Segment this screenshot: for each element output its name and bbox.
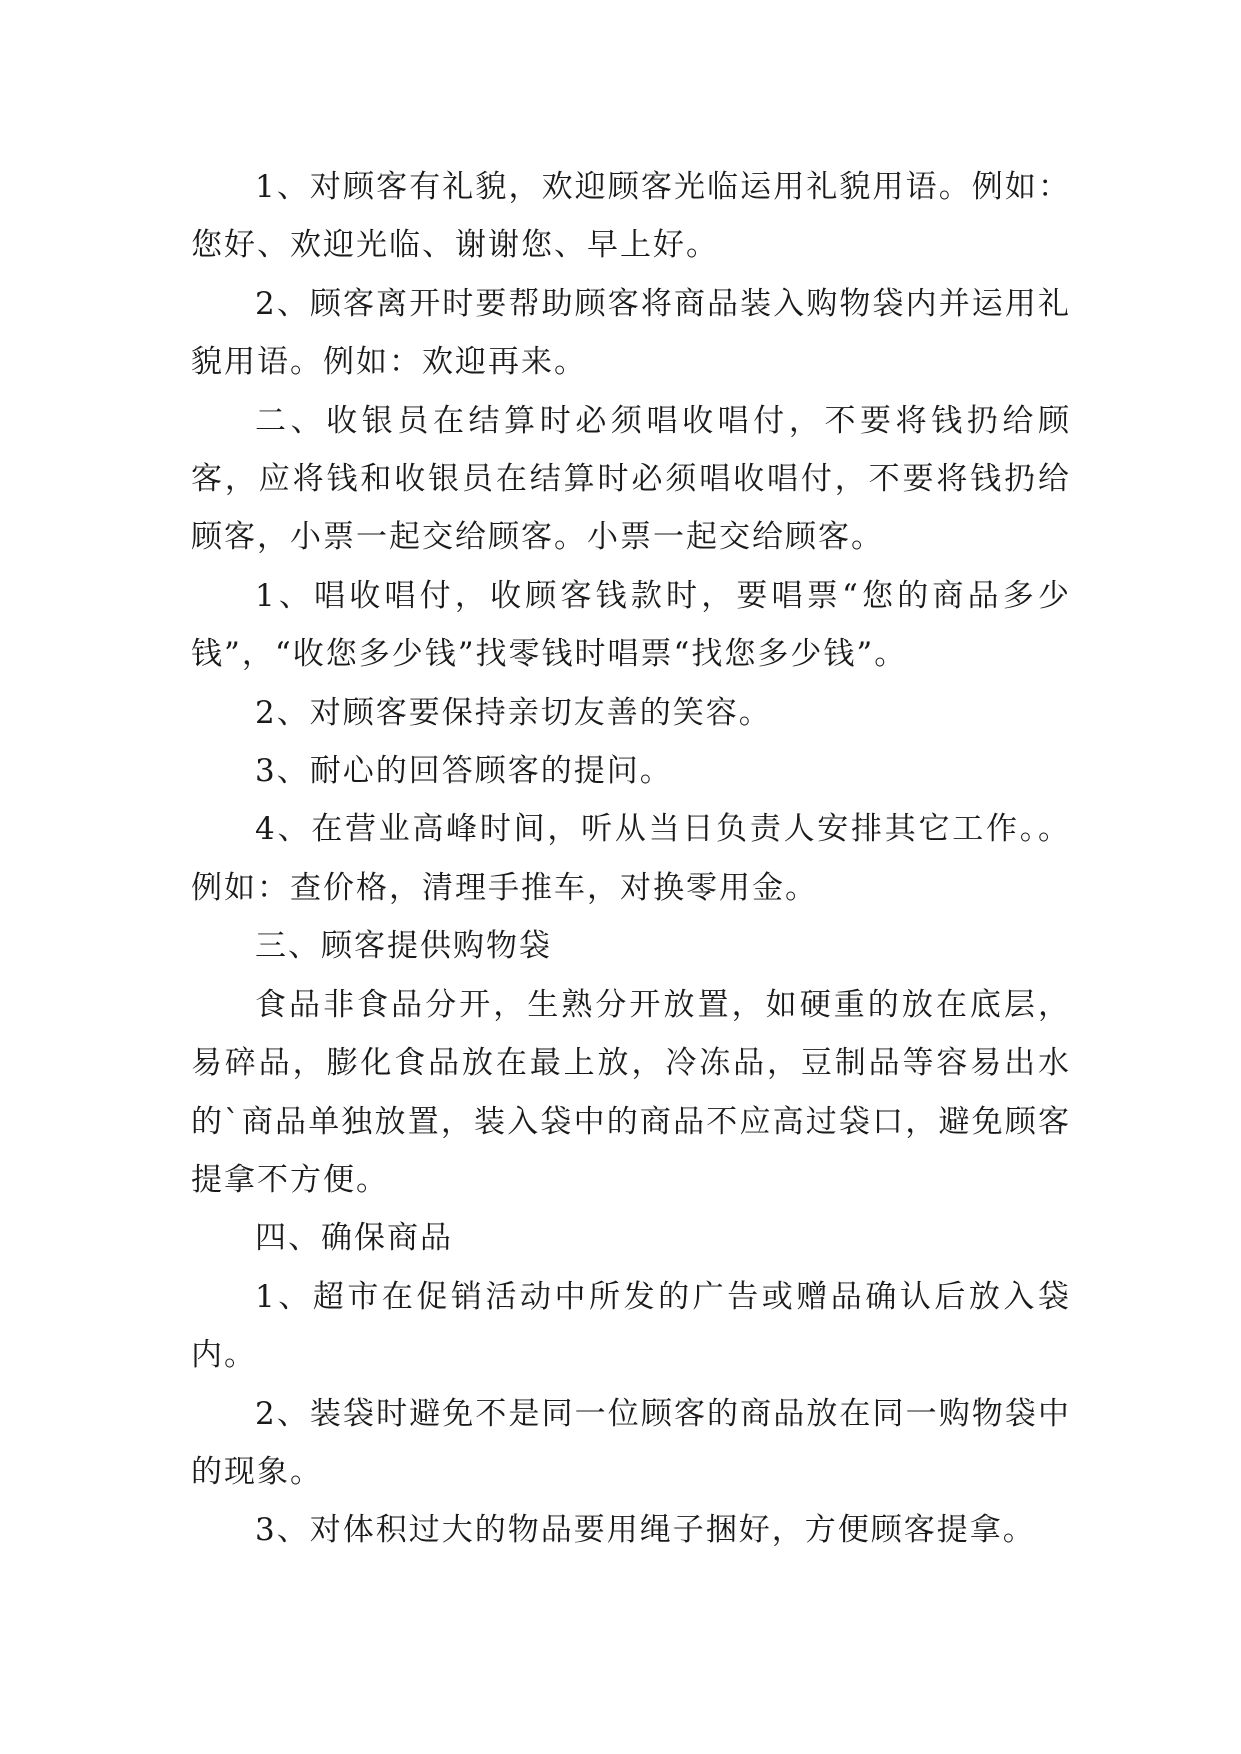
paragraph: 3、耐心的回答顾客的提问。 <box>255 753 673 790</box>
section-heading: 四、确保商品 <box>255 1220 453 1257</box>
paragraph: 4、在营业高峰时间，听从当日负责人安排其它工作。。例如：查价格，清理手推车，对换零用金。 <box>191 811 1071 906</box>
paragraph: 2、顾客离开时要帮助顾客将商品装入购物袋内并运用礼貌用语。例如：欢迎再来。 <box>191 285 1071 381</box>
section-heading: 三、顾客提供购物袋 <box>255 928 552 965</box>
paragraph: 1、对顾客有礼貌，欢迎顾客光临运用礼貌用语。例如：您好、欢迎光临、谢谢您、早上好。 <box>191 169 1071 264</box>
paragraph: 2、装袋时避免不是同一位顾客的商品放在同一购物袋中的现象。 <box>191 1395 1071 1490</box>
document-body <box>191 158 1071 1560</box>
paragraph: 1、超市在促销活动中所发的广告或赠品确认后放入袋内。 <box>191 1278 1071 1374</box>
paragraph: 食品非食品分开，生熟分开放置，如硬重的放在底层，易碎品，膨化食品放在最上放，冷冻品，豆制品等容易出水的`商品单独放置，装入袋中的商品不应高过袋口，避免顾客提拿不方便。 <box>191 986 1071 1198</box>
paragraph: 3、对体积过大的物品要用绳子捆好，方便顾客提拿。 <box>255 1512 1036 1549</box>
paragraph: 1、唱收唱付，收顾客钱款时，要唱票“您的商品多少钱”，“收您多少钱”找零钱时唱票“找您多少钱”。 <box>191 577 1071 673</box>
section-paragraph: 二、收银员在结算时必须唱收唱付，不要将钱扔给顾客，应将钱和收银员在结算时必须唱收唱付，不要将钱扔给顾客，小票一起交给顾客。小票一起交给顾客。 <box>191 402 1071 556</box>
paragraph: 2、对顾客要保持亲切友善的笑容。 <box>255 694 772 731</box>
